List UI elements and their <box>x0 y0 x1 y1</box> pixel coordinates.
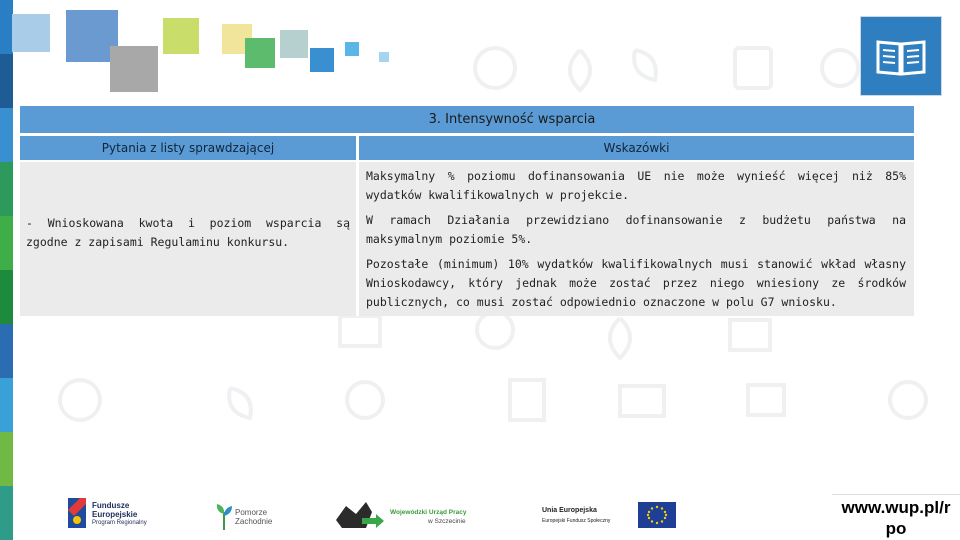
left-color-strip <box>0 0 13 540</box>
table-header-row <box>20 136 914 162</box>
propeller-icon <box>475 48 515 88</box>
wup-emblem-icon <box>336 502 384 530</box>
grid-icon <box>340 316 380 346</box>
decor-square <box>245 38 275 68</box>
pomorze-line1: Pomorze <box>235 508 268 517</box>
book-logo <box>860 16 942 96</box>
website-url-link[interactable] <box>832 494 960 540</box>
chart-icon <box>748 385 784 415</box>
pomorze-zachodnie-logo <box>215 500 285 532</box>
leaf-icon <box>477 312 513 348</box>
fe-emblem-icon <box>66 496 88 530</box>
column-header-hints: Wskazówki <box>359 136 914 160</box>
hint-paragraph: Maksymalny % poziomu dofinansowania UE nie może wynieść więcej niż 85% wydatków kwalifikowalnych w projekcie. <box>366 169 906 202</box>
fe-line1: Fundusze <box>92 501 130 510</box>
ue-line1: Unia Europejska <box>542 507 597 514</box>
eu-flag-icon <box>638 502 676 528</box>
support-intensity-table <box>20 106 914 316</box>
fe-line2: Europejskie <box>92 510 138 519</box>
wup-logo <box>336 500 486 532</box>
cart-icon <box>730 320 770 350</box>
pomorze-line2: Zachodnie <box>235 517 273 526</box>
table-row <box>20 162 914 316</box>
hints-cell <box>359 162 914 316</box>
unia-europejska-logo <box>542 502 676 532</box>
hint-paragraph: Pozostałe (minimum) 10% wydatków kwalifikowalnych musi stanowić wkład własny Wnioskodawcy, który jednak może zostać przez niego wniesiony ze środków publicznych, co musi zostać odpowiednio oznaczone w polu G7 wniosku. <box>366 257 906 309</box>
decor-square <box>163 18 199 54</box>
question-cell: - Wnioskowana kwota i poziom wsparcia są zgodne z zapisami Regulaminu konkursu. <box>20 162 356 316</box>
table-title: 3. Intensywność wsparcia <box>20 106 914 136</box>
leaf-icon <box>610 318 630 358</box>
briefcase-icon <box>620 386 664 416</box>
leaf-icon <box>634 50 656 80</box>
globe-icon <box>347 382 383 418</box>
train-icon <box>735 48 771 88</box>
decor-square <box>110 46 158 92</box>
decor-square <box>379 52 389 62</box>
document-icon <box>510 380 544 420</box>
leaf-icon <box>229 388 251 418</box>
leaf-icon <box>570 50 590 90</box>
hint-paragraph: W ramach Działania przewidziano dofinansowanie z budżetu państwa na maksymalnym poziomie 5%. <box>366 213 906 246</box>
open-book-icon <box>874 36 928 76</box>
decor-square <box>12 14 50 52</box>
wup-line2: w Szczecinie <box>428 518 466 525</box>
plant-icon <box>215 502 233 530</box>
fe-line3: Program Regionalny <box>92 520 147 526</box>
fundusze-europejskie-logo <box>66 496 166 532</box>
decor-square <box>345 42 359 56</box>
decor-square <box>310 48 334 72</box>
decor-square <box>280 30 308 58</box>
ue-line2: Europejski Fundusz Społeczny <box>542 518 611 524</box>
wup-line1: Wojewódzki Urząd Pracy <box>390 509 467 516</box>
propeller-icon <box>822 50 858 86</box>
atom-icon <box>890 382 926 418</box>
url-text: www.wup.pl/r po <box>841 498 951 538</box>
column-header-questions: Pytania z listy sprawdzającej <box>20 136 356 160</box>
propeller-icon <box>60 380 100 420</box>
